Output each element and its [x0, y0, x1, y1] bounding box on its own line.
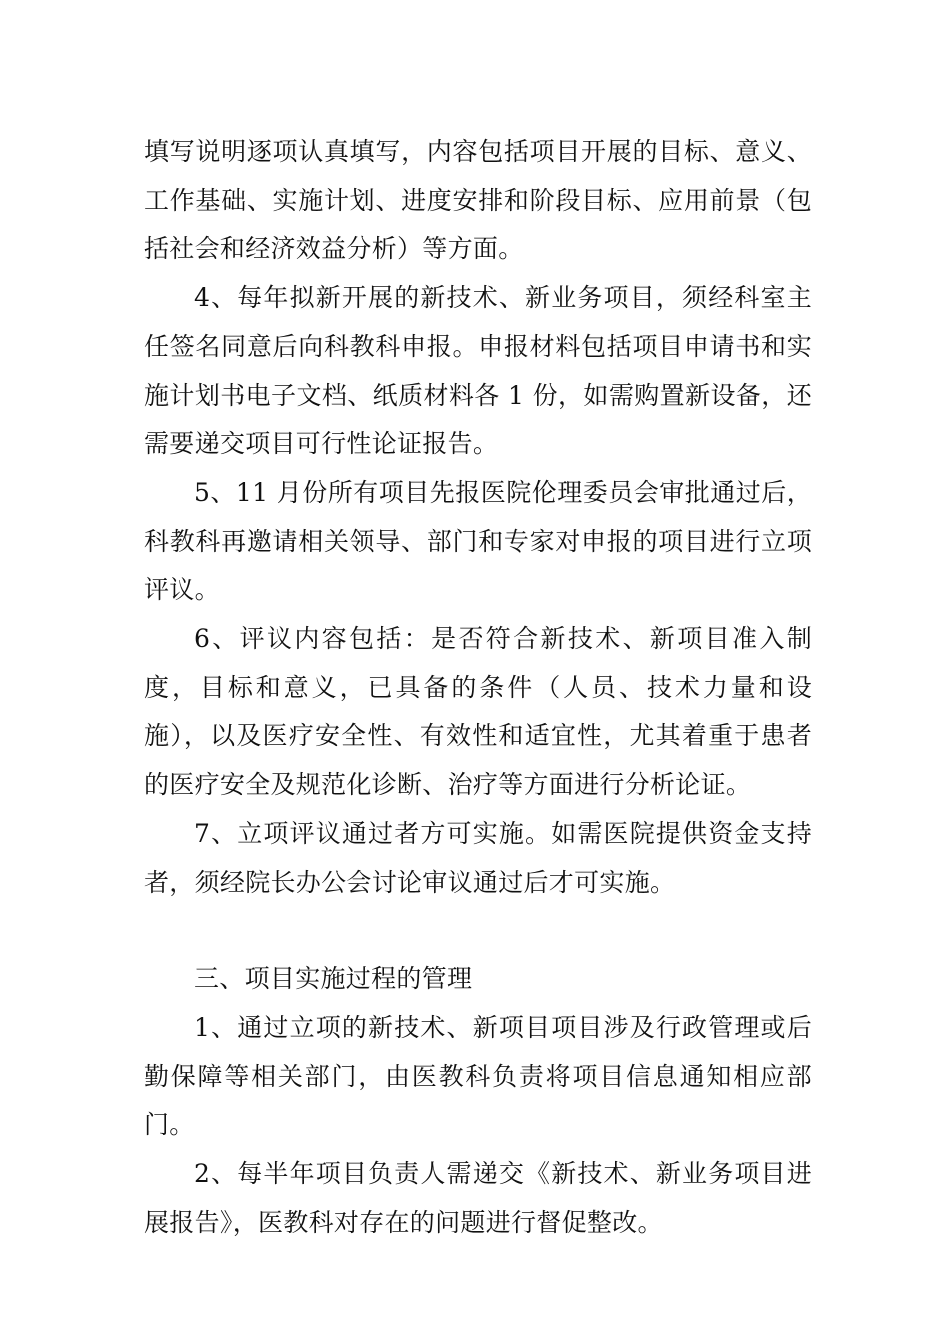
paragraph-item-6: 6、评议内容包括：是否符合新技术、新项目准入制度，目标和意义，已具备的条件（人员、技术力量和设施），以及医疗安全性、有效性和适宜性，尤其着重于患者的医疗安全及规范化诊断、治疗等方面进行分析论证。	[144, 624, 812, 800]
paragraph-continuation: 填写说明逐项认真填写，内容包括项目开展的目标、意义、工作基础、实施计划、进度安排和阶段目标、应用前景（包括社会和经济效益分析）等方面。	[144, 137, 812, 264]
paragraph-item-7: 7、立项评议通过者方可实施。如需医院提供资金支持者，须经院长办公会讨论审议通过后才可实施。	[144, 818, 812, 897]
paragraph-item-4: 4、每年拟新开展的新技术、新业务项目，须经科室主任签名同意后向科教科申报。申报材料包括项目申请书和实施计划书电子文档、纸质材料各 1 份，如需购置新设备，还需要递交项目可行性论证报告。	[144, 283, 812, 459]
document-body	[144, 128, 812, 1247]
section-spacer	[144, 907, 812, 955]
paragraph-item-5: 5、11 月份所有项目先报医院伦理委员会审批通过后，科教科再邀请相关领导、部门和专家对申报的项目进行立项评议。	[144, 477, 812, 605]
section-paragraph-2: 2、每半年项目负责人需递交《新技术、新业务项目进展报告》，医教科对存在的问题进行督促整改。	[144, 1159, 812, 1237]
section-heading: 三、项目实施过程的管理	[194, 964, 473, 994]
section-paragraph-1: 1、通过立项的新技术、新项目项目涉及行政管理或后勤保障等相关部门，由医教科负责将项目信息通知相应部门。	[144, 1012, 812, 1140]
